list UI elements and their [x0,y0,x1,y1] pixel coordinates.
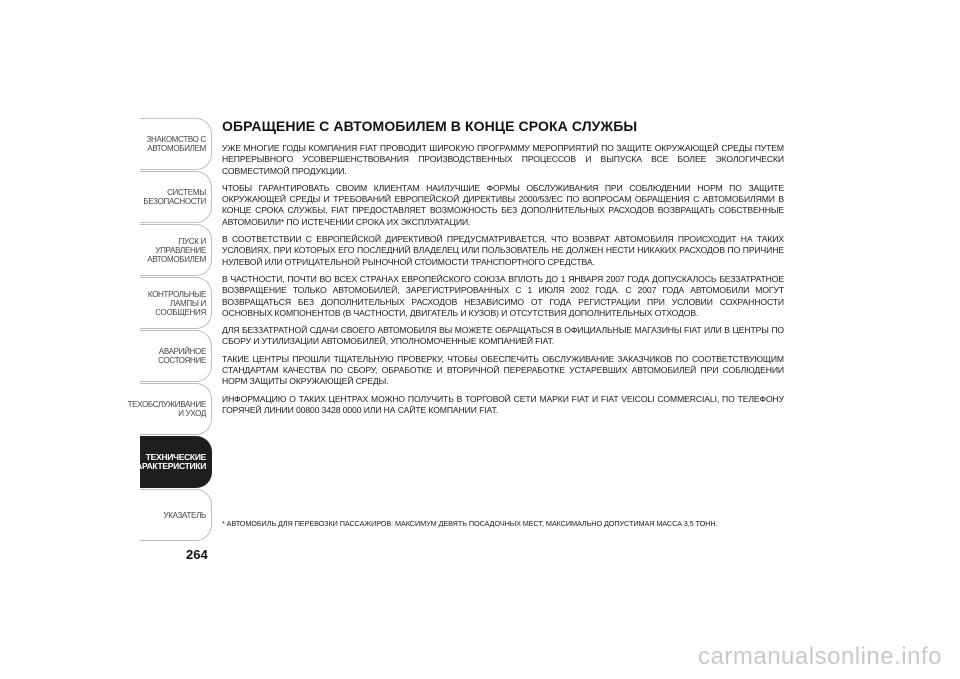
sidebar-tab-emergency[interactable] [140,330,212,382]
chapter-index-sidebar [127,118,212,542]
page-content [222,118,784,422]
sidebar-tab-label: УКАЗАТЕЛЬ [163,510,206,520]
sidebar-tab-index[interactable] [140,489,212,541]
paragraph: В СООТВЕТСТВИИ С ЕВРОПЕЙСКОЙ ДИРЕКТИВОЙ ПРЕДУСМАТРИВАЕТСЯ, ЧТО ВОЗВРАТ АВТОМОБИЛЯ ПРОИСХОДИТ НА ТАКИХ УСЛОВИЯХ, ПРИ КОТОРЫХ ЕГО ПОСЛЕДНИЙ ВЛАДЕЛЕЦ ИЛИ ПОЛЬЗОВАТЕЛЬ НЕ ДОЛЖЕН НЕСТИ НИКАКИХ РАСХОДОВ ПО ПРИЧИНЕ НУЛЕВОЙ ИЛИ ОТРИЦАТЕЛЬНОЙ РЫНОЧНОЙ СТОИМОСТИ ТРАНСПОРТНОГО СРЕДСТВА. [222,234,784,267]
watermark: carmanualsonline.info [698,643,942,670]
footnote: * АВТОМОБИЛЬ ДЛЯ ПЕРЕВОЗКИ ПАССАЖИРОВ: МАКСИМУМ ДЕВЯТЬ ПОСАДОЧНЫХ МЕСТ, МАКСИМАЛЬНО ДОПУСТИМАЯ МАССА 3,5 ТОНН. [222,519,718,528]
sidebar-tab-safety[interactable] [140,171,212,223]
page-number: 264 [186,547,208,562]
paragraph: ТАКИЕ ЦЕНТРЫ ПРОШЛИ ТЩАТЕЛЬНУЮ ПРОВЕРКУ, ЧТОБЫ ОБЕСПЕЧИТЬ ОБСЛУЖИВАНИЕ ЗАКАЗЧИКОВ ПО СООТВЕТСТВУЮЩИМ СТАНДАРТАМ КАЧЕСТВА ПО СБОРУ, ОБРАБОТКЕ И ВТОРИЧНОЙ ПЕРЕРАБОТКЕ УСТАРЕВШИХ АВТОМОБИЛЕЙ ПРИ СОБЛЮДЕНИИ НОРМ ЗАЩИТЫ ОКРУЖАЮЩЕЙ СРЕДЫ. [222,353,784,387]
sidebar-tab-warning-lights[interactable] [140,277,212,329]
sidebar-tab-driving[interactable] [140,224,212,276]
paragraph: ИНФОРМАЦИЮ О ТАКИХ ЦЕНТРАХ МОЖНО ПОЛУЧИТЬ В ТОРГОВОЙ СЕТИ МАРКИ FIAT И FIAT VEICOLI COMMERCIALI, ПО ТЕЛЕФОНУ ГОРЯЧЕЙ ЛИНИИ 00800 3428 0000 ИЛИ НА САЙТЕ КОМПАНИИ FIAT. [222,393,784,415]
sidebar-tab-maintenance[interactable] [127,383,212,435]
paragraph: УЖЕ МНОГИЕ ГОДЫ КОМПАНИЯ FIAT ПРОВОДИТ ШИРОКУЮ ПРОГРАММУ МЕРОПРИЯТИЙ ПО ЗАЩИТЕ ОКРУЖАЮЩЕЙ СРЕДЫ ПУТЕМ НЕПРЕРЫВНОГО УСОВЕРШЕНСТВОВАНИЯ ПРОИЗВОДСТВЕННЫХ ПРОЦЕССОВ И ВЫПУСКА ВСЕ БОЛЕЕ ЭКОЛОГИЧЕСКИ СОВМЕСТИМОЙ ПРОДУКЦИИ. [222,143,784,176]
sidebar-tab-label: КОНТРОЛЬНЫЕ ЛАМПЫ И СООБЩЕНИЯ [147,289,206,317]
sidebar-tab-label: ПУСК И УПРАВЛЕНИЕ АВТОМОБИЛЕМ [147,236,206,264]
paragraph: ДЛЯ БЕЗЗАТРАТНОЙ СДАЧИ СВОЕГО АВТОМОБИЛЯ ВЫ МОЖЕТЕ ОБРАЩАТЬСЯ В ОФИЦИАЛЬНЫЕ МАГАЗИНЫ FIAT ИЛИ В ЦЕНТРЫ ПО СБОРУ И УТИЛИЗАЦИИ АВТОМОБИЛЕЙ, УПОЛНОМОЧЕННЫЕ КОМПАНИЕЙ FIAT. [222,325,784,347]
paragraph: В ЧАСТНОСТИ, ПОЧТИ ВО ВСЕХ СТРАНАХ ЕВРОПЕЙСКОГО СОЮЗА ВПЛОТЬ ДО 1 ЯНВАРЯ 2007 ГОДА ДОПУСКАЛОСЬ БЕЗЗАТРАТНОЕ ВОЗВРАЩЕНИЕ ТОЛЬКО АВТОМОБИЛЕЙ, ЗАРЕГИСТРИРОВАННЫХ С 1 ИЮЛЯ 2002 ГОДА. С 2007 ГОДА АВТОМОБИЛИ МОГУТ ВОЗВРАЩАТЬСЯ БЕЗ ДОПОЛНИТЕЛЬНЫХ РАСХОДОВ НЕЗАВИСИМО ОТ ГОДА РЕГИСТРАЦИИ ПРИ УСЛОВИИ СОХРАННОСТИ ОСНОВНЫХ КОМПОНЕНТОВ (В ЧАСТНОСТИ, ДВИГАТЕЛЬ И КУЗОВ) И ОТСУТСТВИЯ ДОПОЛНИТЕЛЬНЫХ ОТХОДОВ. [222,273,784,318]
sidebar-tab-specifications[interactable] [130,436,212,488]
paragraph: ЧТОБЫ ГАРАНТИРОВАТЬ СВОИМ КЛИЕНТАМ НАИЛУЧШИЕ ФОРМЫ ОБСЛУЖИВАНИЯ ПРИ СОБЛЮДЕНИИ НОРМ ПО ЗАЩИТЕ ОКРУЖАЮЩЕЙ СРЕДЫ И ТРЕБОВАНИЙ ЕВРОПЕЙСКОЙ ДИРЕКТИВЫ 2000/53/ЕС ПО ВОПРОСАМ ОБРАЩЕНИЯ С АВТОМОБИЛЯМИ В КОНЦЕ СРОКА СЛУЖБЫ, FIAT ПРЕДОСТАВЛЯЕТ ВОЗМОЖНОСТЬ БЕЗ ДОПОЛНИТЕЛЬНЫХ РАСХОДОВ ВОЗВРАЩАТЬ СОБСТВЕННЫЕ АВТОМОБИЛИ* ПО ИСТЕЧЕНИИ СРОКА ИХ ЭКСПЛУАТАЦИИ. [222,182,784,227]
sidebar-tab-intro[interactable] [140,118,212,170]
sidebar-tab-label: ТЕХНИЧЕСКИЕ ХАРАКТЕРИСТИКИ [130,452,207,471]
sidebar-tab-label: ТЕХОБСЛУЖИВАНИЕ И УХОД [127,400,206,418]
sidebar-tab-label: СИСТЕМЫ БЕЗОПАСНОСТИ [143,188,206,206]
section-heading: ОБРАЩЕНИЕ С АВТОМОБИЛЕМ В КОНЦЕ СРОКА СЛУЖБЫ [222,118,638,134]
sidebar-tab-label: ЗНАКОМСТВО С АВТОМОБИЛЕМ [146,135,206,153]
sidebar-tab-label: АВАРИЙНОЕ СОСТОЯНИЕ [158,347,206,365]
